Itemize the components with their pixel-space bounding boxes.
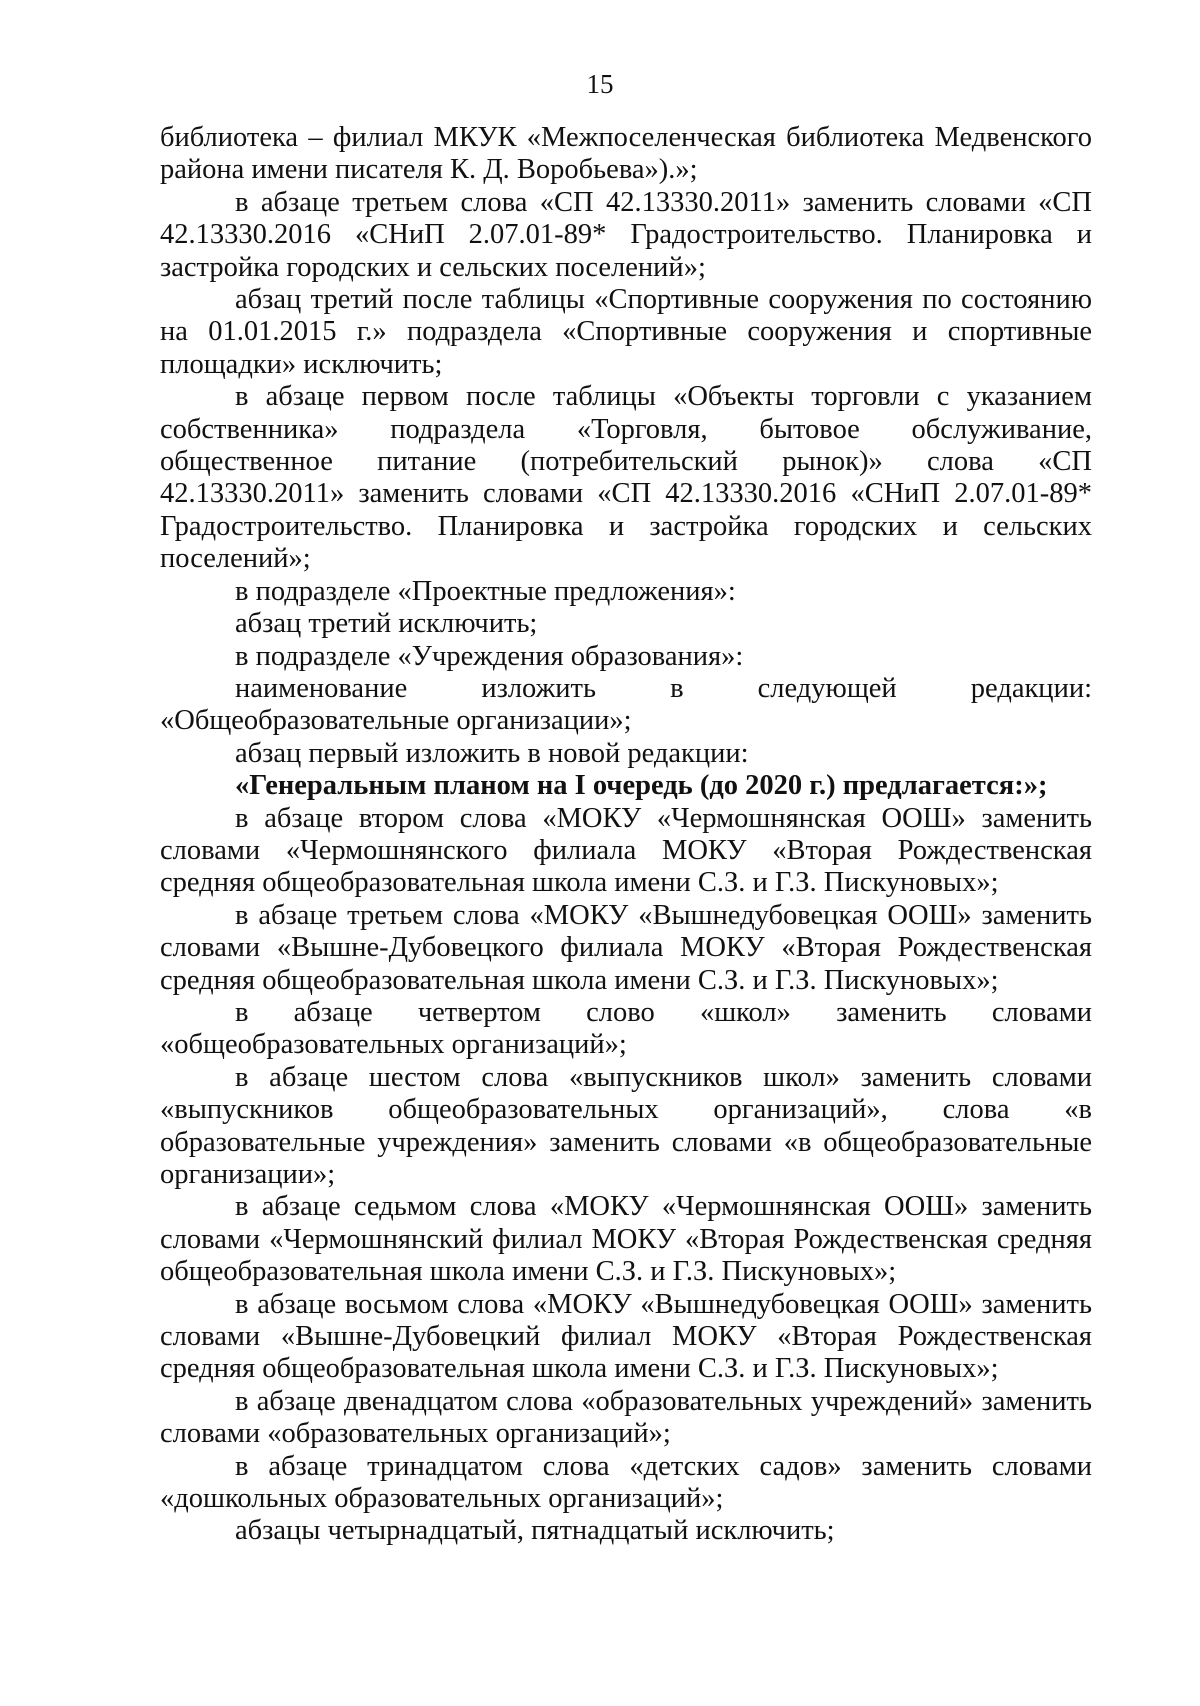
paragraph-14: в абзаце шестом слова «выпускников школ» заменить словами «выпускников общеобразовательных организаций», слова «в образовательные учреждения» заменить словами «в общеобразовательные организации»;: [160, 1061, 1092, 1190]
paragraph-9: абзац первый изложить в новой редакции:: [235, 737, 749, 769]
paragraph-2: в абзаце третьем слова «СП 42.13330.2011» заменить словами «СП 42.13330.2016 «СНиП 2.07.01-89* Градостроительство. Планировка и застройка городских и сельских поселений»;: [160, 186, 1092, 283]
paragraph-10: «Генеральным планом на I очередь (до 2020 г.) предлагается:»;: [235, 770, 1048, 802]
document-body: [160, 122, 1092, 1548]
paragraph-5: в подразделе «Проектные предложения»:: [235, 575, 736, 607]
paragraph-8: наименование изложить в следующей редакции: «Общеобразовательные организации»;: [160, 672, 1092, 737]
paragraph-15: в абзаце седьмом слова «МОКУ «Чермошнянская ООШ» заменить словами «Чермошнянский филиал МОКУ «Вторая Рождественская средняя общеобразовательная школа имени С.З. и Г.З. Пискуновых»;: [160, 1191, 1092, 1288]
paragraph-3: абзац третий после таблицы «Спортивные сооружения по состоянию на 01.01.2015 г.» подраздела «Спортивные сооружения и спортивные площадки» исключить;: [160, 284, 1092, 380]
paragraph-18: в абзаце тринадцатом слова «детских садов» заменить словами «дошкольных образовательных организаций»;: [160, 1450, 1092, 1515]
paragraph-6: абзац третий исключить;: [235, 608, 538, 640]
paragraph-12: в абзаце третьем слова «МОКУ «Вышнедубовецкая ООШ» заменить словами «Вышне-Дубовецкого филиала МОКУ «Вторая Рождественская средняя общеобразовательная школа имени С.З. и Г.З. Пискуновых»;: [160, 899, 1092, 996]
paragraph-16: в абзаце восьмом слова «МОКУ «Вышнедубовецкая ООШ» заменить словами «Вышне-Дубовецкий филиал МОКУ «Вторая Рождественская средняя общеобразовательная школа имени С.З. и Г.З. Пискуновых»;: [160, 1288, 1092, 1385]
paragraph-17: в абзаце двенадцатом слова «образовательных учреждений» заменить словами «образовательных организаций»;: [160, 1385, 1092, 1450]
page-number: 15: [586, 69, 614, 99]
paragraph-13: в абзаце четвертом слово «школ» заменить словами «общеобразовательных организаций»;: [160, 996, 1092, 1061]
paragraph-1: библиотека – филиал МКУК «Межпоселенческая библиотека Медвенского района имени писателя К. Д. Воробьева»).»;: [160, 122, 1092, 186]
paragraph-11: в абзаце втором слова «МОКУ «Чермошнянская ООШ» заменить словами «Чермошнянского филиала МОКУ «Вторая Рождественская средняя общеобразовательная школа имени С.З. и Г.З. Пискуновых»;: [160, 802, 1092, 899]
paragraph-4: в абзаце первом после таблицы «Объекты торговли с указанием собственника» подраздела «Торговля, бытовое обслуживание, общественное питание (потребительский рынок)» слова «СП 42.13330.2011» заменить словами «СП 42.13330.2016 «СНиП 2.07.01-89* Градостроительство. Планировка и застройка городских и сельских поселений»;: [160, 381, 1092, 575]
paragraph-19: абзацы четырнадцатый, пятнадцатый исключить;: [235, 1515, 835, 1547]
paragraph-7: в подразделе «Учреждения образования»:: [235, 640, 744, 672]
